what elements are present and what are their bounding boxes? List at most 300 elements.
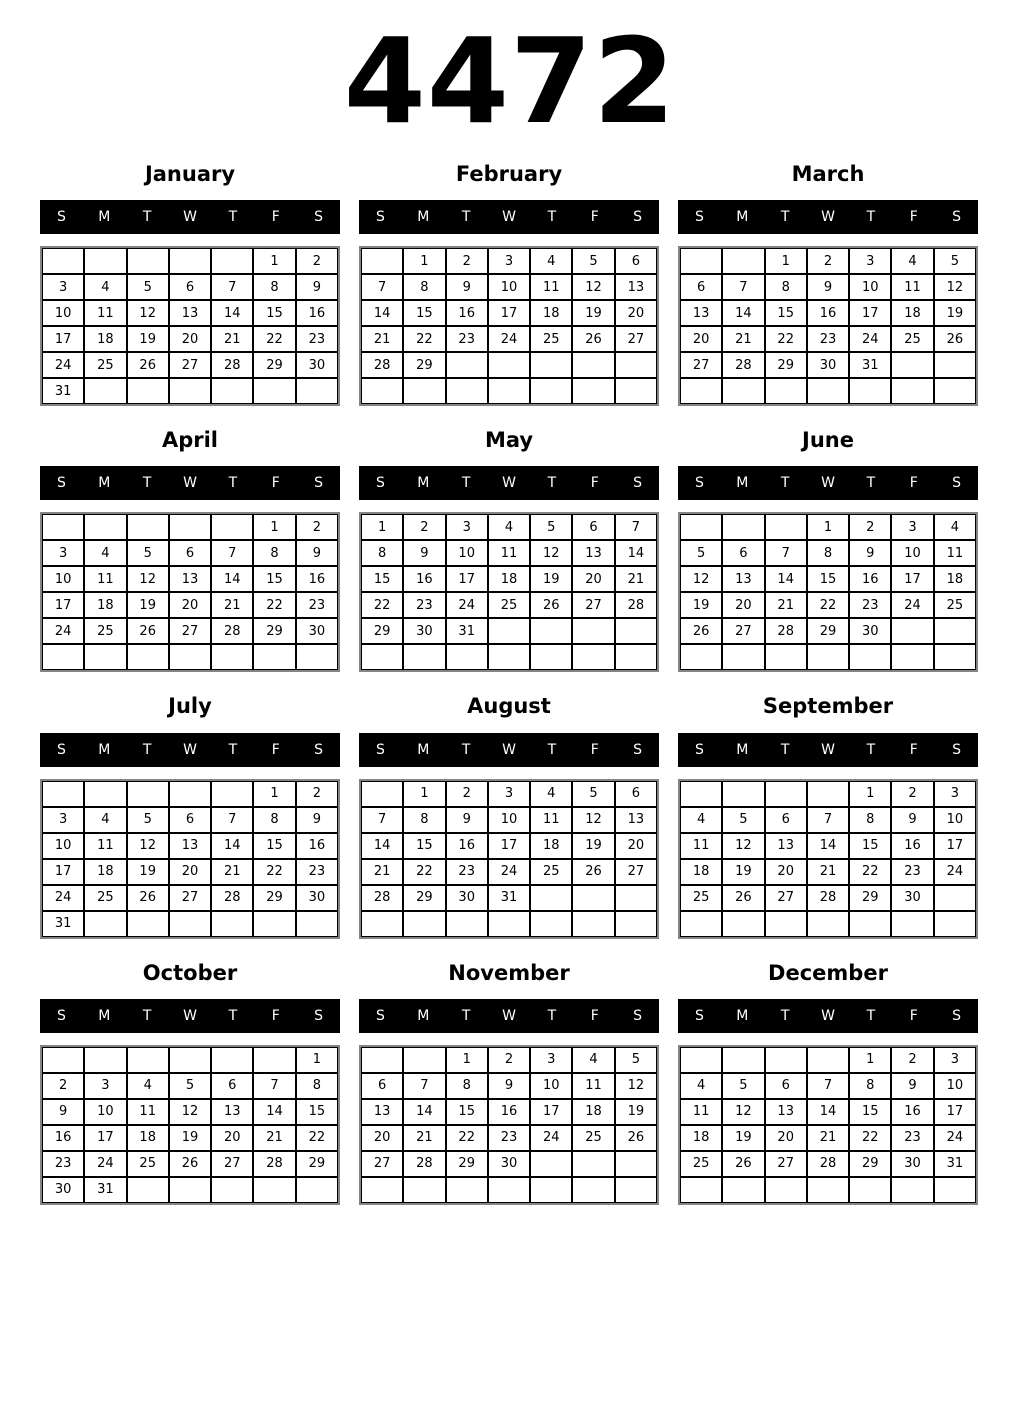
day-cell: 8 bbox=[403, 807, 445, 833]
weekday-label: S bbox=[694, 741, 704, 758]
week-row bbox=[680, 911, 976, 937]
day-cell: 13 bbox=[765, 833, 807, 859]
day-cell: 5 bbox=[722, 807, 764, 833]
month-table bbox=[678, 246, 978, 406]
day-cell: 4 bbox=[84, 274, 126, 300]
day-cell: 8 bbox=[296, 1073, 338, 1099]
day-cell: 1 bbox=[849, 781, 891, 807]
day-cell: 14 bbox=[765, 566, 807, 592]
day-cell bbox=[934, 885, 976, 911]
day-cell: 21 bbox=[722, 326, 764, 352]
weekday-label: S bbox=[56, 1007, 66, 1024]
day-cell: 25 bbox=[84, 885, 126, 911]
day-cell: 24 bbox=[446, 592, 488, 618]
day-cell: 7 bbox=[211, 807, 253, 833]
day-cell bbox=[42, 514, 84, 540]
day-cell bbox=[615, 1151, 657, 1177]
day-cell: 9 bbox=[403, 540, 445, 566]
weekday-label: W bbox=[183, 741, 197, 758]
day-cell bbox=[615, 911, 657, 937]
day-cell: 11 bbox=[84, 300, 126, 326]
day-cell bbox=[84, 1047, 126, 1073]
day-cell bbox=[446, 644, 488, 670]
month-table bbox=[359, 246, 659, 406]
day-cell: 9 bbox=[891, 807, 933, 833]
day-cell: 1 bbox=[296, 1047, 338, 1073]
weekday-label: W bbox=[821, 209, 835, 226]
day-cell: 7 bbox=[403, 1073, 445, 1099]
day-cell bbox=[849, 1177, 891, 1203]
week-row bbox=[42, 592, 338, 618]
day-cell: 4 bbox=[488, 514, 530, 540]
day-cell: 12 bbox=[127, 300, 169, 326]
day-cell: 7 bbox=[765, 540, 807, 566]
weekday-label: M bbox=[417, 1007, 430, 1024]
day-cell: 13 bbox=[572, 540, 614, 566]
day-cell: 23 bbox=[488, 1125, 530, 1151]
day-cell: 7 bbox=[807, 1073, 849, 1099]
day-cell: 11 bbox=[84, 833, 126, 859]
day-cell bbox=[127, 644, 169, 670]
week-row bbox=[42, 1177, 338, 1203]
day-cell bbox=[211, 1047, 253, 1073]
day-cell bbox=[127, 248, 169, 274]
week-row bbox=[361, 326, 657, 352]
day-cell bbox=[934, 644, 976, 670]
week-row bbox=[361, 1151, 657, 1177]
day-cell: 6 bbox=[169, 274, 211, 300]
day-cell: 8 bbox=[253, 274, 295, 300]
day-cell: 22 bbox=[403, 326, 445, 352]
day-cell: 2 bbox=[488, 1047, 530, 1073]
day-cell: 3 bbox=[42, 274, 84, 300]
month-title: April bbox=[161, 428, 219, 453]
weekday-label: S bbox=[314, 741, 324, 758]
weekday-label: T bbox=[142, 741, 152, 758]
day-cell: 17 bbox=[891, 566, 933, 592]
day-cell: 20 bbox=[680, 326, 722, 352]
week-row bbox=[680, 1073, 976, 1099]
day-cell bbox=[765, 911, 807, 937]
weekday-label: W bbox=[821, 1007, 835, 1024]
day-cell: 4 bbox=[891, 248, 933, 274]
day-cell: 30 bbox=[807, 352, 849, 378]
day-cell: 3 bbox=[42, 540, 84, 566]
day-cell: 10 bbox=[446, 540, 488, 566]
day-cell: 7 bbox=[361, 274, 403, 300]
month-title: September bbox=[762, 694, 894, 719]
day-cell: 30 bbox=[296, 885, 338, 911]
year-title: 4472 bbox=[343, 12, 677, 150]
day-cell bbox=[891, 1177, 933, 1203]
week-row bbox=[361, 1099, 657, 1125]
day-cell: 11 bbox=[530, 274, 572, 300]
day-cell bbox=[807, 1177, 849, 1203]
day-cell: 18 bbox=[934, 566, 976, 592]
month-title: November bbox=[448, 960, 570, 985]
weekday-label: W bbox=[821, 475, 835, 492]
weekday-header bbox=[40, 200, 340, 234]
day-cell bbox=[296, 1177, 338, 1203]
weekday-label: S bbox=[314, 1007, 324, 1024]
day-cell: 6 bbox=[680, 274, 722, 300]
day-cell: 12 bbox=[127, 566, 169, 592]
day-cell bbox=[403, 378, 445, 404]
day-cell: 22 bbox=[253, 326, 295, 352]
weekday-label: F bbox=[909, 1007, 918, 1024]
day-cell: 28 bbox=[211, 885, 253, 911]
weekday-label: M bbox=[736, 1007, 749, 1024]
week-row bbox=[42, 274, 338, 300]
day-cell: 20 bbox=[765, 1125, 807, 1151]
day-cell: 3 bbox=[488, 248, 530, 274]
weekday-header bbox=[359, 200, 659, 234]
weekday-header bbox=[359, 999, 659, 1033]
weekday-label: T bbox=[228, 209, 238, 226]
day-cell: 29 bbox=[253, 885, 295, 911]
week-row bbox=[361, 378, 657, 404]
day-cell: 25 bbox=[572, 1125, 614, 1151]
day-cell: 5 bbox=[530, 514, 572, 540]
weekday-label: F bbox=[590, 741, 599, 758]
day-cell: 14 bbox=[211, 566, 253, 592]
day-cell: 3 bbox=[446, 514, 488, 540]
day-cell: 20 bbox=[615, 833, 657, 859]
day-cell: 12 bbox=[572, 807, 614, 833]
day-cell: 20 bbox=[615, 300, 657, 326]
day-cell: 11 bbox=[680, 1099, 722, 1125]
day-cell: 6 bbox=[169, 540, 211, 566]
day-cell: 21 bbox=[211, 592, 253, 618]
day-cell: 31 bbox=[446, 618, 488, 644]
day-cell: 15 bbox=[446, 1099, 488, 1125]
day-cell: 8 bbox=[361, 540, 403, 566]
day-cell bbox=[765, 781, 807, 807]
day-cell bbox=[891, 352, 933, 378]
day-cell: 26 bbox=[127, 352, 169, 378]
day-cell bbox=[446, 1177, 488, 1203]
weekday-label: S bbox=[56, 209, 66, 226]
week-row bbox=[361, 911, 657, 937]
day-cell bbox=[572, 378, 614, 404]
day-cell: 30 bbox=[891, 1151, 933, 1177]
week-row bbox=[361, 274, 657, 300]
day-cell: 1 bbox=[403, 248, 445, 274]
day-cell: 9 bbox=[807, 274, 849, 300]
day-cell: 17 bbox=[849, 300, 891, 326]
day-cell bbox=[488, 911, 530, 937]
month-title: March bbox=[791, 162, 865, 186]
week-row bbox=[680, 1177, 976, 1203]
week-row bbox=[361, 859, 657, 885]
day-cell: 26 bbox=[530, 592, 572, 618]
week-row bbox=[361, 352, 657, 378]
day-cell: 18 bbox=[530, 300, 572, 326]
day-cell bbox=[446, 352, 488, 378]
day-cell bbox=[169, 378, 211, 404]
day-cell: 31 bbox=[84, 1177, 126, 1203]
day-cell: 9 bbox=[296, 274, 338, 300]
day-cell: 29 bbox=[403, 352, 445, 378]
day-cell: 11 bbox=[127, 1099, 169, 1125]
weekday-label: S bbox=[375, 475, 385, 492]
week-row bbox=[680, 1125, 976, 1151]
week-row bbox=[42, 1073, 338, 1099]
weekday-label: W bbox=[183, 209, 197, 226]
weekday-label: M bbox=[417, 741, 430, 758]
day-cell bbox=[488, 352, 530, 378]
day-cell: 6 bbox=[169, 807, 211, 833]
day-cell bbox=[169, 1047, 211, 1073]
day-cell: 9 bbox=[891, 1073, 933, 1099]
weekday-label: W bbox=[502, 1007, 516, 1024]
day-cell: 13 bbox=[169, 833, 211, 859]
day-cell bbox=[169, 781, 211, 807]
day-cell: 9 bbox=[488, 1073, 530, 1099]
weekday-header bbox=[40, 733, 340, 767]
day-cell: 28 bbox=[403, 1151, 445, 1177]
day-cell: 23 bbox=[446, 326, 488, 352]
day-cell: 14 bbox=[722, 300, 764, 326]
day-cell bbox=[934, 1177, 976, 1203]
day-cell bbox=[211, 781, 253, 807]
week-row bbox=[680, 644, 976, 670]
day-cell bbox=[934, 352, 976, 378]
day-cell bbox=[807, 1047, 849, 1073]
calendar-grid bbox=[0, 162, 1020, 1205]
weekday-label: T bbox=[866, 475, 876, 492]
day-cell: 1 bbox=[849, 1047, 891, 1073]
day-cell: 20 bbox=[169, 592, 211, 618]
day-cell: 24 bbox=[488, 859, 530, 885]
weekday-label: F bbox=[909, 209, 918, 226]
weekday-label: W bbox=[183, 475, 197, 492]
day-cell: 20 bbox=[211, 1125, 253, 1151]
day-cell: 25 bbox=[84, 352, 126, 378]
day-cell: 9 bbox=[42, 1099, 84, 1125]
day-cell: 28 bbox=[765, 618, 807, 644]
month-table bbox=[359, 512, 659, 672]
day-cell bbox=[361, 1047, 403, 1073]
day-cell bbox=[572, 911, 614, 937]
day-cell bbox=[42, 781, 84, 807]
day-cell: 25 bbox=[680, 885, 722, 911]
day-cell: 25 bbox=[680, 1151, 722, 1177]
weekday-label: S bbox=[56, 741, 66, 758]
day-cell bbox=[934, 911, 976, 937]
day-cell: 30 bbox=[42, 1177, 84, 1203]
day-cell: 5 bbox=[127, 274, 169, 300]
day-cell: 22 bbox=[849, 1125, 891, 1151]
day-cell: 16 bbox=[488, 1099, 530, 1125]
day-cell bbox=[253, 1047, 295, 1073]
month-table bbox=[678, 1045, 978, 1205]
week-row bbox=[361, 566, 657, 592]
day-cell: 8 bbox=[849, 807, 891, 833]
day-cell: 24 bbox=[42, 618, 84, 644]
day-cell bbox=[680, 1177, 722, 1203]
weekday-label: T bbox=[547, 209, 557, 226]
day-cell: 5 bbox=[680, 540, 722, 566]
day-cell bbox=[84, 911, 126, 937]
day-cell bbox=[253, 644, 295, 670]
day-cell: 26 bbox=[934, 326, 976, 352]
day-cell bbox=[530, 1177, 572, 1203]
day-cell: 16 bbox=[446, 300, 488, 326]
month-table bbox=[359, 779, 659, 939]
week-row bbox=[42, 807, 338, 833]
day-cell bbox=[127, 378, 169, 404]
weekday-label: W bbox=[502, 475, 516, 492]
week-row bbox=[361, 514, 657, 540]
day-cell bbox=[530, 885, 572, 911]
day-cell: 24 bbox=[42, 352, 84, 378]
day-cell: 18 bbox=[572, 1099, 614, 1125]
week-row bbox=[361, 885, 657, 911]
week-row bbox=[42, 833, 338, 859]
day-cell: 14 bbox=[361, 300, 403, 326]
weekday-label: F bbox=[590, 209, 599, 226]
day-cell: 18 bbox=[84, 859, 126, 885]
day-cell bbox=[127, 514, 169, 540]
day-cell: 15 bbox=[403, 833, 445, 859]
day-cell: 17 bbox=[42, 592, 84, 618]
day-cell: 19 bbox=[127, 859, 169, 885]
weekday-label: W bbox=[502, 209, 516, 226]
day-cell: 25 bbox=[891, 326, 933, 352]
week-row bbox=[680, 833, 976, 859]
day-cell: 23 bbox=[891, 1125, 933, 1151]
week-row bbox=[361, 833, 657, 859]
day-cell: 3 bbox=[488, 781, 530, 807]
weekday-header bbox=[678, 733, 978, 767]
weekday-header bbox=[678, 999, 978, 1033]
day-cell bbox=[403, 644, 445, 670]
weekday-label: S bbox=[633, 475, 643, 492]
day-cell: 29 bbox=[361, 618, 403, 644]
weekday-label: F bbox=[590, 1007, 599, 1024]
week-row bbox=[42, 1151, 338, 1177]
week-row bbox=[680, 781, 976, 807]
day-cell: 16 bbox=[42, 1125, 84, 1151]
weekday-label: T bbox=[866, 1007, 876, 1024]
day-cell bbox=[361, 378, 403, 404]
weekday-label: M bbox=[736, 475, 749, 492]
month-december bbox=[678, 961, 978, 1205]
weekday-label: S bbox=[952, 1007, 962, 1024]
day-cell bbox=[211, 911, 253, 937]
weekday-label: F bbox=[909, 475, 918, 492]
month-march bbox=[678, 162, 978, 406]
day-cell bbox=[891, 644, 933, 670]
day-cell bbox=[253, 378, 295, 404]
day-cell: 19 bbox=[934, 300, 976, 326]
day-cell: 8 bbox=[807, 540, 849, 566]
weekday-label: T bbox=[228, 1007, 238, 1024]
day-cell bbox=[403, 1047, 445, 1073]
day-cell: 8 bbox=[253, 540, 295, 566]
day-cell: 23 bbox=[296, 859, 338, 885]
week-row bbox=[361, 807, 657, 833]
week-row bbox=[42, 326, 338, 352]
week-row bbox=[680, 352, 976, 378]
day-cell: 29 bbox=[253, 352, 295, 378]
day-cell: 15 bbox=[403, 300, 445, 326]
day-cell bbox=[361, 1177, 403, 1203]
day-cell: 7 bbox=[361, 807, 403, 833]
day-cell bbox=[296, 644, 338, 670]
day-cell: 18 bbox=[680, 859, 722, 885]
day-cell: 18 bbox=[84, 592, 126, 618]
day-cell bbox=[446, 378, 488, 404]
day-cell: 20 bbox=[722, 592, 764, 618]
day-cell: 31 bbox=[488, 885, 530, 911]
day-cell: 20 bbox=[169, 859, 211, 885]
weekday-label: T bbox=[228, 741, 238, 758]
month-august bbox=[359, 694, 659, 938]
day-cell: 7 bbox=[211, 540, 253, 566]
day-cell: 29 bbox=[765, 352, 807, 378]
day-cell: 17 bbox=[84, 1125, 126, 1151]
day-cell: 21 bbox=[253, 1125, 295, 1151]
weekday-label: M bbox=[736, 741, 749, 758]
day-cell: 2 bbox=[296, 781, 338, 807]
week-row bbox=[680, 859, 976, 885]
day-cell: 13 bbox=[361, 1099, 403, 1125]
day-cell: 2 bbox=[296, 514, 338, 540]
day-cell: 5 bbox=[572, 248, 614, 274]
day-cell: 21 bbox=[211, 326, 253, 352]
day-cell: 11 bbox=[572, 1073, 614, 1099]
day-cell: 1 bbox=[446, 1047, 488, 1073]
day-cell: 11 bbox=[891, 274, 933, 300]
week-row bbox=[42, 911, 338, 937]
week-row bbox=[42, 566, 338, 592]
day-cell bbox=[722, 1177, 764, 1203]
day-cell: 23 bbox=[296, 592, 338, 618]
day-cell: 13 bbox=[722, 566, 764, 592]
day-cell: 17 bbox=[530, 1099, 572, 1125]
day-cell: 6 bbox=[572, 514, 614, 540]
weekday-label: T bbox=[142, 475, 152, 492]
month-title: August bbox=[467, 694, 551, 719]
day-cell: 27 bbox=[211, 1151, 253, 1177]
day-cell: 15 bbox=[849, 1099, 891, 1125]
day-cell bbox=[765, 514, 807, 540]
day-cell: 26 bbox=[722, 885, 764, 911]
week-row bbox=[42, 352, 338, 378]
day-cell: 24 bbox=[891, 592, 933, 618]
day-cell: 4 bbox=[530, 781, 572, 807]
day-cell: 16 bbox=[403, 566, 445, 592]
weekday-label: T bbox=[780, 1007, 790, 1024]
weekday-label: T bbox=[228, 475, 238, 492]
week-row bbox=[361, 1073, 657, 1099]
day-cell: 10 bbox=[42, 566, 84, 592]
day-cell: 24 bbox=[849, 326, 891, 352]
day-cell: 22 bbox=[807, 592, 849, 618]
week-row bbox=[42, 618, 338, 644]
day-cell bbox=[722, 781, 764, 807]
day-cell bbox=[615, 618, 657, 644]
week-row bbox=[42, 1125, 338, 1151]
week-row bbox=[680, 378, 976, 404]
day-cell: 11 bbox=[680, 833, 722, 859]
day-cell: 25 bbox=[530, 326, 572, 352]
month-july bbox=[40, 694, 340, 938]
weekday-label: T bbox=[780, 741, 790, 758]
day-cell: 28 bbox=[807, 885, 849, 911]
